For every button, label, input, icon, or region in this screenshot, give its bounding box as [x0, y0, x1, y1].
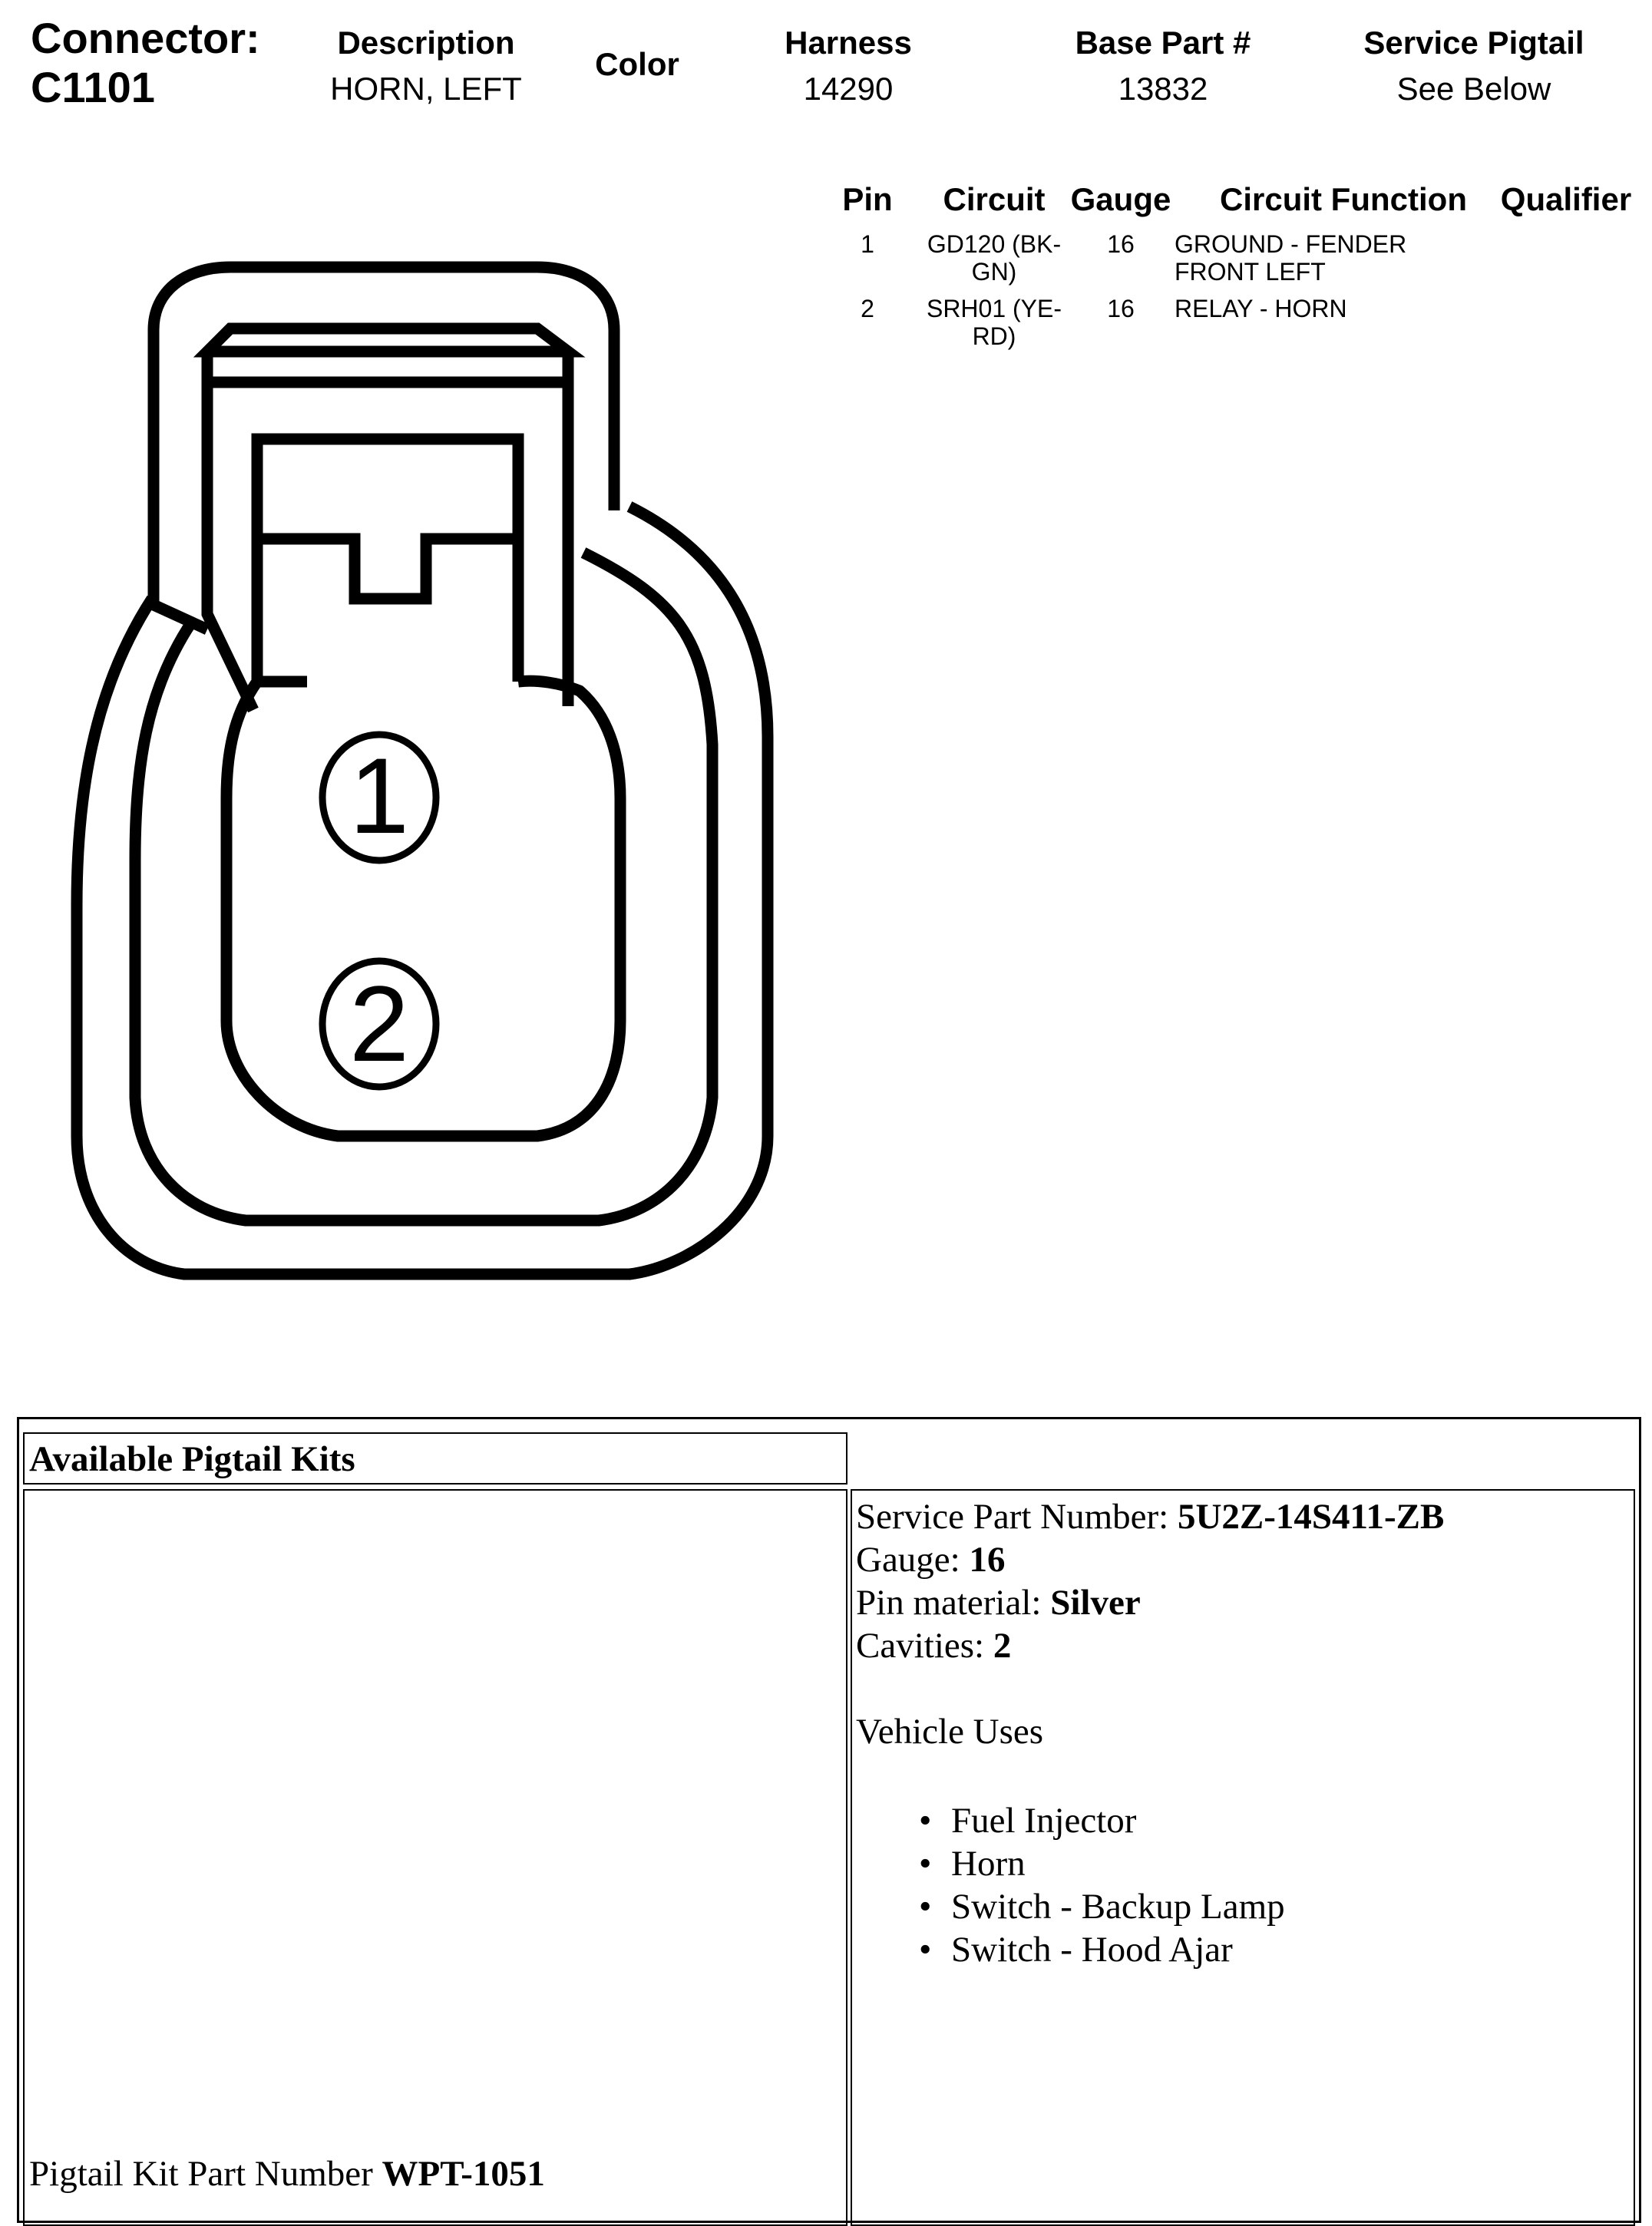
harness-header: Harness	[785, 25, 912, 61]
pin-row-2-function	[1175, 295, 1497, 322]
harness-value: 14290	[803, 71, 894, 107]
vehicle-use-item	[856, 1842, 1624, 1885]
vehicle-use-item	[856, 1928, 1624, 1971]
pin-row-2-circuit-line2: RD)	[972, 322, 1016, 350]
service-part-label: Service Part Number:	[856, 1497, 1178, 1537]
bullet-icon: •	[919, 1844, 932, 1884]
service-pigtail-header: Service Pigtail	[1363, 25, 1584, 61]
vehicle-use-text: Switch - Backup Lamp	[951, 1887, 1285, 1927]
inner-tab	[257, 439, 518, 682]
vehicle-uses-heading: Vehicle Uses	[856, 1712, 1044, 1752]
latch-bar	[207, 329, 568, 352]
pigtail-details	[856, 1495, 1624, 1971]
latch-outer-rail	[154, 605, 207, 629]
cavities-line	[856, 1624, 1624, 1667]
pin-row-2-pin: 2	[861, 295, 874, 322]
pin-row-1-pin: 1	[861, 230, 874, 258]
pigtail-kit-part-value: WPT-1051	[382, 2154, 545, 2194]
service-pigtail-value: See Below	[1396, 71, 1551, 107]
pin-material-line	[856, 1581, 1624, 1624]
gauge-line	[856, 1538, 1624, 1581]
description-value: HORN, LEFT	[330, 71, 522, 107]
service-part-line	[856, 1495, 1624, 1538]
pin-table-header-qualifier: Qualifier	[1500, 181, 1632, 217]
base-part-header: Base Part #	[1075, 25, 1251, 61]
vehicle-use-text: Switch - Hood Ajar	[951, 1930, 1233, 1970]
pin-row-2-circuit	[921, 295, 1067, 350]
vehicle-use-item	[856, 1799, 1624, 1842]
cavities-value: 2	[993, 1626, 1012, 1666]
pigtail-right-cell	[851, 1489, 1635, 2226]
connector-label: Connector:	[31, 14, 260, 62]
pin-material-value: Silver	[1050, 1583, 1141, 1623]
color-header: Color	[595, 46, 679, 82]
pigtail-section-title: Available Pigtail Kits	[29, 1439, 355, 1479]
pin-row-1-function-line2: FRONT LEFT	[1175, 258, 1326, 286]
gauge-label: Gauge:	[856, 1540, 970, 1580]
base-part-value: 13832	[1118, 71, 1208, 107]
bullet-icon: •	[919, 1930, 932, 1970]
pin-row-1-function	[1175, 230, 1497, 286]
pin-table-header-function: Circuit Function	[1220, 181, 1467, 217]
service-part-value: 5U2Z-14S411-ZB	[1177, 1497, 1445, 1537]
pin-row-2-gauge: 16	[1107, 295, 1135, 322]
pin-row-1-function-line1: GROUND - FENDER	[1175, 230, 1407, 258]
pin-2-label: 2	[349, 963, 409, 1084]
pigtail-title-cell	[23, 1432, 847, 1485]
bullet-icon: •	[919, 1887, 932, 1927]
inner-tab-notch	[257, 539, 518, 599]
latch-upper-rail	[207, 352, 253, 710]
vehicle-use-text: Fuel Injector	[951, 1801, 1137, 1841]
description-header: Description	[337, 25, 515, 61]
pin-row-2-function-line1: RELAY - HORN	[1175, 295, 1347, 322]
bullet-icon: •	[919, 1801, 932, 1841]
pigtail-kit-part-label: Pigtail Kit Part Number	[29, 2154, 382, 2194]
cavities-label: Cavities:	[856, 1626, 993, 1666]
connector-title	[31, 14, 260, 112]
pigtail-left-cell	[23, 1489, 847, 2226]
gauge-value: 16	[969, 1540, 1006, 1580]
pin-row-1-circuit	[921, 230, 1067, 286]
pin-table	[829, 181, 1643, 358]
pigtail-kit-part	[29, 2152, 545, 2195]
pin-row-2-circuit-line1: SRH01 (YE-	[926, 295, 1062, 322]
pin-table-header-gauge: Gauge	[1070, 181, 1171, 217]
connector-id: C1101	[31, 63, 155, 111]
pin-row-1-gauge: 16	[1107, 230, 1135, 258]
vehicle-uses-list	[856, 1799, 1624, 1971]
connector-face-diagram	[0, 230, 829, 1320]
pin-row-1-circuit-line1: GD120 (BK-	[927, 230, 1062, 258]
pin-table-header-circuit: Circuit	[943, 181, 1046, 217]
vehicle-use-text: Horn	[951, 1844, 1026, 1884]
pin-1-label: 1	[349, 735, 409, 856]
pin-row-1-circuit-line2: GN)	[971, 258, 1017, 286]
pin-table-header-pin: Pin	[842, 181, 893, 217]
vehicle-use-item	[856, 1885, 1624, 1928]
pin-material-label: Pin material:	[856, 1583, 1051, 1623]
